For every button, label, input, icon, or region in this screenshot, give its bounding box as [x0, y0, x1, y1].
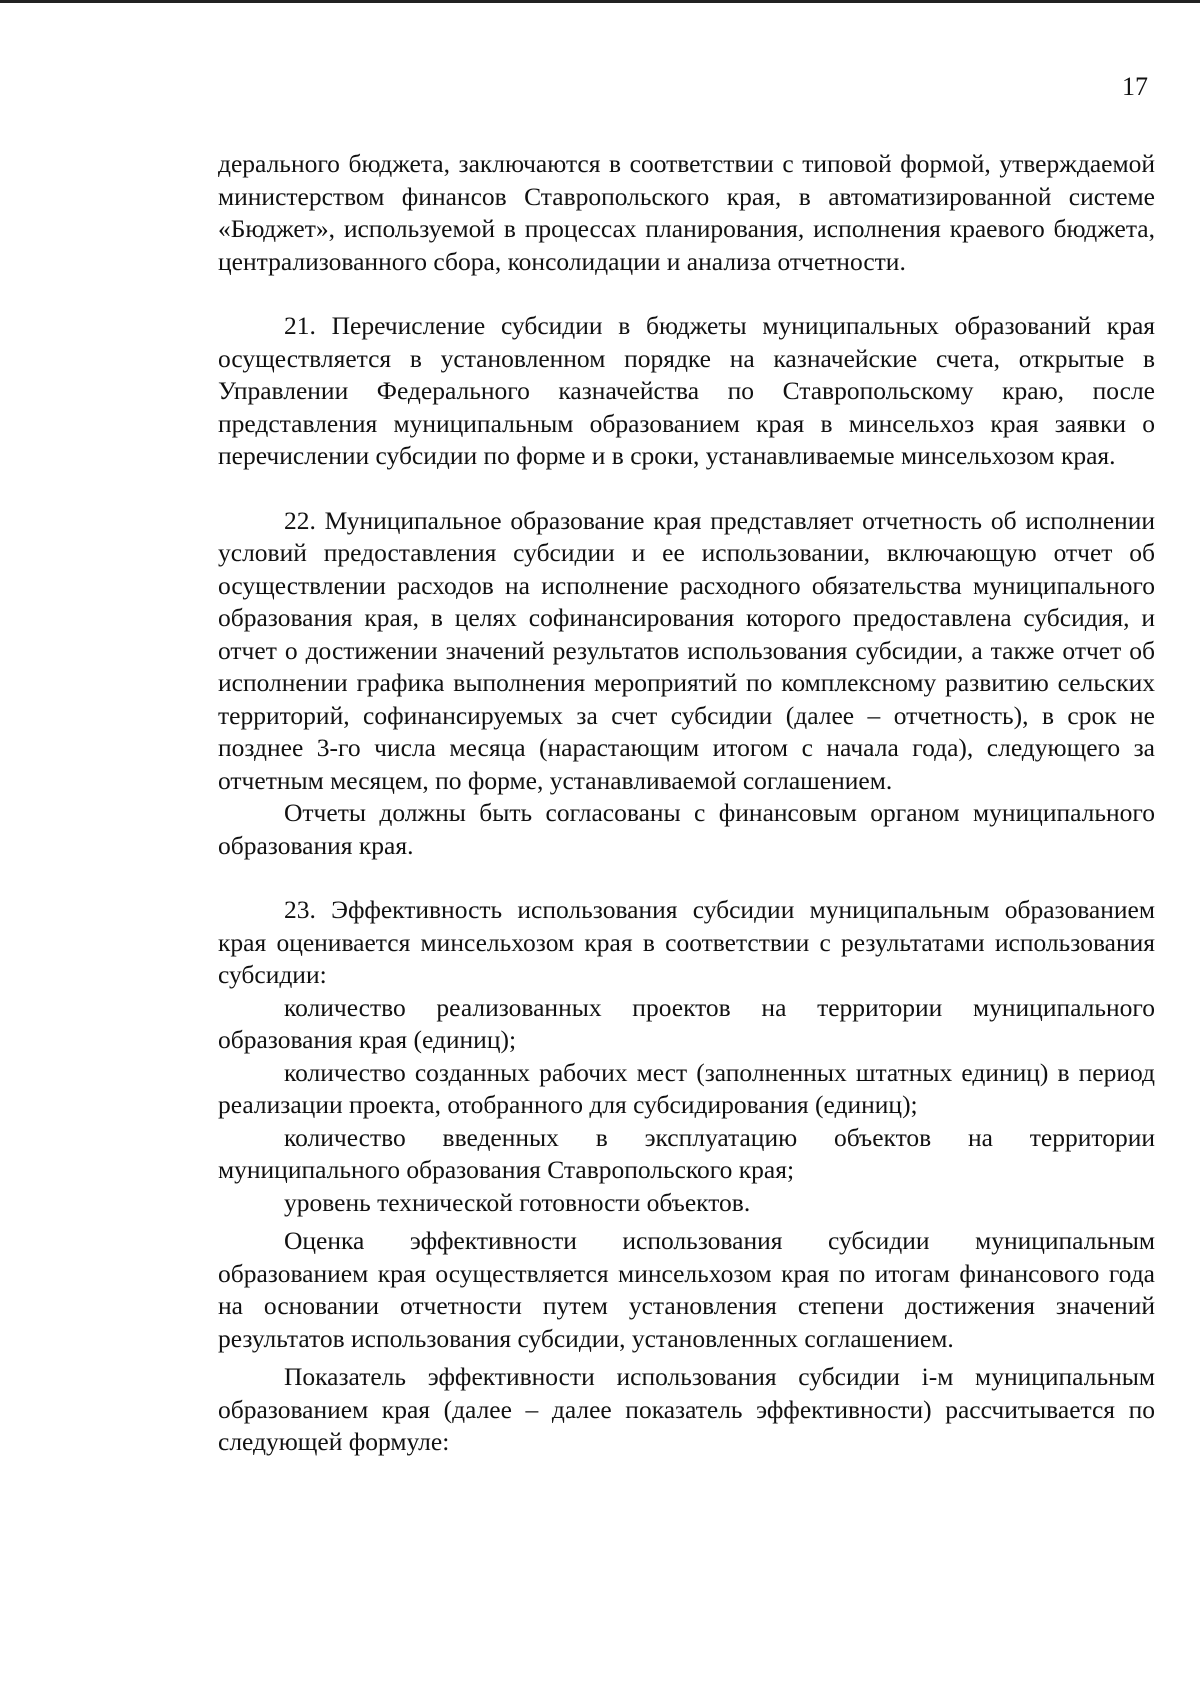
list-item-projects: количество реализованных проектов на территории муниципального образования края (единиц); [218, 992, 1155, 1054]
paragraph-22-reports: Отчеты должны быть согласованы с финансовым органом муниципального образования края. [218, 798, 1155, 860]
paragraph-continuation: дерального бюджета, заключаются в соответствии с типовой формой, утверждаемой министерством финансов Ставропольского края, в автоматизированной системе «Бюджет», используемой в процессах планирования, исполнения краевого бюджета, централизованного сбора, консолидации и анализа отчетности. [218, 149, 1155, 276]
paragraph-23: 23. Эффективность использования субсидии муниципальным образованием края оценивается минсельхозом края в соответствии с результатами использования субсидии: [218, 895, 1155, 989]
list-item-jobs: количество созданных рабочих мест (заполненных штатных единиц) в период реализации проекта, отобранного для субсидирования (единиц); [218, 1057, 1155, 1119]
paragraph-evaluation: Оценка эффективности использования субсидии муниципальным образованием края осуществляется минсельхозом края по итогам финансового года на основании отчетности путем установления степени достижения значений результатов использования субсидии, установленных соглашением. [218, 1226, 1155, 1353]
list-item-readiness: уровень технической готовности объектов. [284, 1187, 751, 1217]
page-number: 17 [1122, 72, 1148, 101]
document-body [218, 148, 1155, 1459]
paragraph-21: 21. Перечисление субсидии в бюджеты муниципальных образований края осуществляется в установленном порядке на казначейские счета, открытые в Управлении Федерального казначейства по Ставропольскому краю, после представления муниципальным образованием края в минсельхоз края заявки о перечислении субсидии по форме и в сроки, устанавливаемые минсельхозом края. [218, 311, 1155, 470]
paragraph-22: 22. Муниципальное образование края представляет отчетность об исполнении условий предоставления субсидии и ее использовании, включающую отчет об осуществлении расходов на исполнение расходного обязательства муниципального образования края, в целях софинансирования которого предоставлена субсидия, и отчет о достижении значений результатов использования субсидии, а также отчет об исполнении графика выполнения мероприятий по комплексному развитию сельских территорий, софинансируемых за счет субсидии (далее – отчетность), в срок не позднее 3-го числа месяца (нарастающим итогом с начала года), следующего за отчетным месяцем, по форме, устанавливаемой соглашением. [218, 505, 1155, 795]
list-item-objects: количество введенных в эксплуатацию объектов на территории муниципального образования Ставропольского края; [218, 1122, 1155, 1184]
paragraph-indicator: Показатель эффективности использования субсидии i-м муниципальным образованием края (далее – далее показатель эффективности) рассчитывается по следующей формуле: [218, 1362, 1155, 1456]
top-rule [0, 0, 1200, 3]
